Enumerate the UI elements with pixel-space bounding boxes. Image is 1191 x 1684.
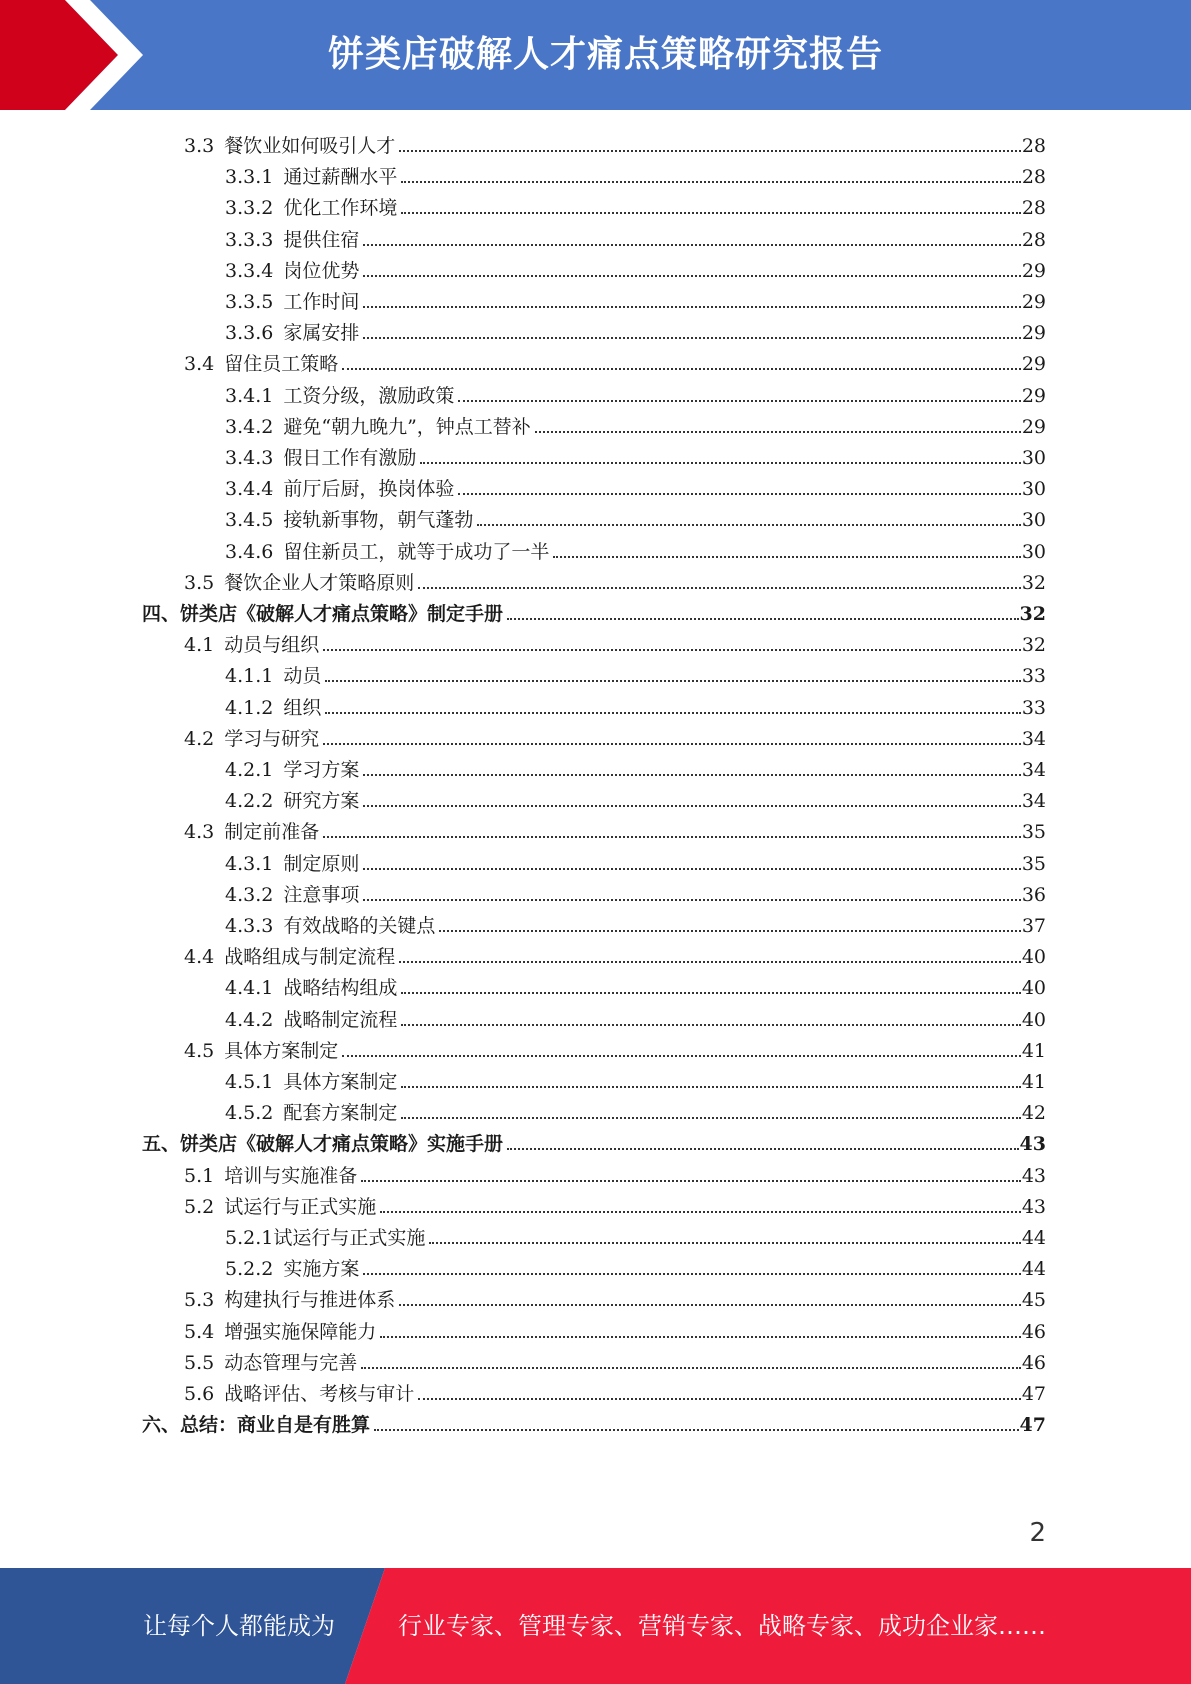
toc-entry-page: 42 [1021,1102,1046,1125]
toc-entry-number: 4.1.1 [225,665,274,688]
toc-entry-text [225,165,397,189]
toc-entry-text [225,321,359,345]
toc-entry-number: 3.4.2 [225,415,274,438]
toc-entry-page: 29 [1021,322,1046,345]
toc-entry-text [184,1195,376,1219]
toc-entry-text [184,633,319,657]
toc-dot-leader [458,400,1020,402]
toc-dot-leader [363,805,1020,807]
toc-entry-number: 4.3.3 [225,915,274,937]
toc-entry-page: 28 [1021,197,1046,220]
toc-entry-page: 40 [1021,1008,1046,1031]
toc-dot-leader [399,961,1021,963]
toc-entry-title: 留住员工策略 [224,353,339,376]
toc-entry-number: 4.2.1 [225,759,274,781]
toc-entry-page: 29 [1021,415,1046,438]
toc-entry-text [142,602,503,626]
toc-entry[interactable] [225,283,1046,314]
toc-entry[interactable] [184,1157,1046,1188]
toc-entry-text [225,1257,359,1281]
toc-entry-title: 留住新员工，就等于成功了一半 [283,540,550,563]
toc-entry[interactable] [225,969,1046,1000]
toc-entry[interactable] [184,1188,1046,1219]
toc-dot-leader [363,774,1020,776]
toc-entry[interactable] [225,408,1046,439]
toc-entry-number: 3.3.3 [225,228,274,251]
toc-entry-number: 4.2 [184,727,215,750]
toc-dot-leader [429,1242,1020,1244]
toc-entry-title: 有效战略的关键点 [283,915,436,937]
toc-entry[interactable] [225,1001,1046,1032]
toc-entry-page: 32 [1021,571,1046,594]
toc-entry-text [142,1413,370,1437]
toc-entry-page: 36 [1021,883,1046,906]
toc-entry-title: 学习与研究 [224,727,320,750]
toc-dot-leader [553,556,1020,558]
toc-entry-text [184,820,319,844]
toc-entry-text [225,1226,425,1250]
toc-entry-text [184,1320,376,1344]
page-header [0,0,1191,110]
toc-entry[interactable] [184,1344,1046,1375]
toc-entry-number: 5.6 [184,1383,215,1405]
toc-entry[interactable] [184,938,1046,969]
toc-entry-page: 28 [1021,135,1046,157]
toc-entry-text [184,352,338,376]
toc-entry-text [225,758,359,782]
toc-dot-leader [323,649,1021,651]
toc-entry-title: 假日工作有激励 [283,447,417,469]
toc-entry[interactable] [225,751,1046,782]
toc-entry-number: 5.2 [184,1195,215,1218]
toc-dot-leader [363,244,1020,246]
toc-dot-leader [374,1429,1019,1431]
toc-dot-leader [363,337,1020,339]
toc-entry-title: 提供住宿 [283,228,360,251]
toc-dot-leader [399,1304,1021,1306]
toc-entry-title: 岗位优势 [283,259,360,282]
toc-entry[interactable] [225,1219,1046,1250]
toc-entry-text [142,1132,503,1156]
toc-entry-title: 学习方案 [283,759,360,781]
toc-entry-text [225,914,435,938]
toc-entry-title: 六、总结：商业自是有胜算 [142,1414,371,1437]
toc-entry-title: 战略制定流程 [283,1008,398,1031]
toc-entry[interactable] [184,626,1046,657]
toc-dot-leader [363,275,1020,277]
toc-entry-page: 41 [1021,1039,1046,1062]
toc-entry[interactable] [225,439,1046,470]
toc-entry-page: 29 [1021,384,1046,407]
toc-entry-number: 5.3 [184,1289,215,1312]
toc-entry-title: 试运行与正式实施 [273,1227,426,1249]
toc-dot-leader [477,524,1020,526]
toc-dot-leader [507,618,1019,620]
toc-entry-page: 46 [1021,1320,1046,1343]
document-title: 饼类店破解人才痛点策略研究报告 [327,34,883,75]
toc-entry-text [225,664,321,688]
toc-entry[interactable] [184,564,1046,595]
toc-entry-number: 3.3 [184,135,215,157]
toc-entry-text [225,290,359,314]
toc-entry-page: 32 [1021,634,1046,657]
toc-dot-leader [439,930,1020,932]
toc-entry-title: 餐饮企业人才策略原则 [224,571,415,594]
toc-entry[interactable] [225,782,1046,813]
toc-entry-text [225,196,397,220]
toc-entry-text [225,446,416,470]
toc-entry-page: 30 [1021,509,1046,532]
toc-entry-text [225,1008,397,1032]
page-number: 2 [1029,1518,1046,1548]
toc-entry-number: 3.3.1 [225,166,274,189]
toc-entry-page: 30 [1021,447,1046,469]
toc-entry-text [225,477,454,501]
toc-dot-leader [401,1086,1020,1088]
toc-dot-leader [325,712,1020,714]
toc-dot-leader [363,1273,1020,1275]
toc-entry-text [184,727,319,751]
toc-entry[interactable] [225,1063,1046,1094]
toc-entry-text [225,508,473,532]
toc-entry-title: 制定前准备 [224,821,320,844]
toc-entry-number: 3.3.4 [225,259,274,282]
toc-entry-page: 30 [1021,540,1046,563]
toc-entry-text [225,976,397,1000]
toc-entry-text [225,540,549,564]
toc-dot-leader [363,868,1020,870]
toc-entry-title: 避免“朝九晚九”，钟点工替补 [283,415,531,438]
toc-entry-number: 4.2.2 [225,790,274,813]
toc-dot-leader [363,306,1020,308]
toc-entry-title: 具体方案制定 [283,1071,398,1093]
toc-entry-page: 47 [1019,1414,1046,1437]
toc-entry-number: 4.4.2 [225,1008,274,1031]
toc-entry-page: 29 [1021,291,1046,313]
toc-entry-page: 29 [1021,353,1046,376]
toc-entry-title: 战略组成与制定流程 [224,946,396,969]
toc-entry-number: 5.2.1 [225,1227,274,1249]
toc-entry-text [225,1101,397,1125]
toc-entry-title: 研究方案 [283,790,360,813]
toc-dot-leader [361,1367,1021,1369]
toc-entry[interactable] [225,533,1046,564]
toc-entry-text [184,1164,357,1188]
footer-slogan-right: 行业专家、管理专家、营销专家、战略专家、成功企业家…… [398,1612,1046,1640]
toc-entry[interactable] [225,907,1046,938]
toc-entry-number: 4.5 [184,1039,215,1062]
toc-dot-leader [401,1117,1020,1119]
toc-entry-title: 制定原则 [283,852,360,875]
toc-entry[interactable] [184,1375,1046,1406]
toc-entry-title: 配套方案制定 [283,1102,398,1125]
toc-entry-number: 3.3.6 [225,322,274,345]
toc-entry-page: 40 [1021,946,1046,969]
toc-entry-number: 3.4.4 [225,478,274,501]
toc-dot-leader [361,1180,1021,1182]
toc-entry-number: 4.1 [184,634,215,657]
toc-entry-text [184,1382,414,1406]
toc-dot-leader [401,1024,1020,1026]
page-footer [0,1568,1191,1684]
toc-entry-page: 43 [1021,1195,1046,1218]
toc-dot-leader [401,181,1020,183]
toc-entry-page: 33 [1021,665,1046,688]
toc-dot-leader [399,150,1021,152]
toc-dot-leader [535,431,1021,433]
toc-entry-title: 战略评估、考核与审计 [224,1383,415,1405]
toc-entry-page: 43 [1019,1133,1046,1156]
toc-entry-page: 34 [1021,790,1046,813]
toc-entry-text [225,883,359,907]
toc-dot-leader [420,462,1020,464]
toc-entry-page: 32 [1019,603,1046,625]
toc-dot-leader [401,212,1020,214]
toc-entry-number: 3.4.1 [225,384,274,407]
toc-entry-number: 5.5 [184,1351,215,1374]
toc-entry-page: 45 [1021,1289,1046,1312]
toc-entry-title: 动员 [283,665,322,688]
toc-entry[interactable] [142,595,1046,626]
toc-entry-text [225,852,359,876]
toc-entry-page: 47 [1021,1383,1046,1405]
toc-entry[interactable] [225,501,1046,532]
toc-dot-leader [323,743,1021,745]
toc-entry-number: 3.4.6 [225,540,274,563]
toc-entry-text [184,134,395,158]
toc-entry-page: 44 [1021,1258,1046,1281]
toc-entry-text [184,945,395,969]
toc-dot-leader [458,493,1020,495]
toc-entry-page: 34 [1021,759,1046,781]
toc-entry-number: 3.3.5 [225,291,274,313]
toc-entry-page: 30 [1021,478,1046,501]
toc-entry-number: 3.3.2 [225,197,274,220]
toc-entry-title: 通过薪酬水平 [283,166,398,189]
toc-entry-title: 动员与组织 [224,634,320,657]
toc-entry-title: 接轨新事物，朝气蓬勃 [283,509,474,532]
toc-entry-number: 3.4 [184,353,215,376]
toc-entry-page: 33 [1021,696,1046,719]
toc-dot-leader [418,587,1021,589]
toc-entry-number: 4.3.1 [225,852,274,875]
toc-entry-number: 5.4 [184,1320,215,1343]
toc-dot-leader [380,1211,1021,1213]
toc-entry[interactable] [225,689,1046,720]
toc-entry-text [184,571,414,595]
toc-dot-leader [342,368,1021,370]
toc-entry-text [184,1351,357,1375]
toc-entry-page: 29 [1021,259,1046,282]
toc-entry-number: 3.4.5 [225,509,274,532]
toc-entry-title: 战略结构组成 [283,977,398,1000]
toc-entry-number: 4.3 [184,821,215,844]
toc-entry-text [184,1288,395,1312]
toc-entry-page: 28 [1021,166,1046,189]
toc-entry-text [225,259,359,283]
toc-entry-text [184,1039,338,1063]
toc-entry-title: 餐饮业如何吸引人才 [224,135,396,157]
toc-entry-page: 35 [1021,821,1046,844]
toc-entry-text [225,789,359,813]
toc-entry-page: 44 [1021,1227,1046,1249]
toc-entry-title: 四、饼类店《破解人才痛点策略》制定手册 [142,603,504,625]
toc-entry[interactable] [225,252,1046,283]
toc-entry[interactable] [225,158,1046,189]
toc-entry-title: 优化工作环境 [283,197,398,220]
toc-entry-title: 培训与实施准备 [224,1164,358,1187]
toc-entry[interactable] [184,127,1046,158]
toc-dot-leader [342,1055,1021,1057]
toc-entry-number: 4.4 [184,946,215,969]
toc-entry[interactable] [184,1313,1046,1344]
toc-entry-number: 4.5.2 [225,1102,274,1125]
toc-entry-title: 前厅后厨，换岗体验 [283,478,455,501]
toc-entry[interactable] [225,314,1046,345]
toc-entry-page: 46 [1021,1351,1046,1374]
toc-dot-leader [507,1148,1019,1150]
toc-entry[interactable] [225,876,1046,907]
toc-entry-number: 5.1 [184,1164,215,1187]
toc-entry-page: 34 [1021,727,1046,750]
toc-entry-number: 5.2.2 [225,1258,274,1281]
toc-entry-text [225,696,321,720]
toc-entry[interactable] [142,1406,1046,1437]
toc-entry-text [225,1070,397,1094]
toc-entry[interactable] [184,345,1046,376]
toc-dot-leader [380,1336,1021,1338]
toc-entry-title: 五、饼类店《破解人才痛点策略》实施手册 [142,1133,504,1156]
toc-dot-leader [323,836,1021,838]
toc-entry-title: 增强实施保障能力 [224,1320,377,1343]
toc-entry-page: 28 [1021,228,1046,251]
toc-entry[interactable] [225,845,1046,876]
toc-entry-title: 组织 [283,696,322,719]
toc-entry-text [225,228,359,252]
toc-dot-leader [325,680,1020,682]
toc-entry[interactable] [184,813,1046,844]
toc-entry-number: 3.5 [184,571,215,594]
toc-entry-title: 工作时间 [283,291,360,313]
footer-slogan-left: 让每个人都能成为 [143,1612,335,1640]
toc-entry-title: 动态管理与完善 [224,1351,358,1374]
toc-entry-page: 37 [1021,915,1046,937]
toc-entry-number: 4.4.1 [225,977,274,1000]
toc-dot-leader [401,992,1020,994]
toc-entry-page: 35 [1021,852,1046,875]
toc-entry[interactable] [225,377,1046,408]
toc-entry-number: 4.3.2 [225,883,274,906]
toc-entry[interactable] [225,470,1046,501]
toc-entry[interactable] [184,720,1046,751]
toc-entry-title: 注意事项 [283,883,360,906]
toc-entry-title: 实施方案 [283,1258,360,1281]
toc-entry-number: 3.4.3 [225,447,274,469]
toc-dot-leader [418,1398,1021,1400]
toc-entry-page: 43 [1021,1164,1046,1187]
toc-entry-page: 40 [1021,977,1046,1000]
toc-entry[interactable] [225,1094,1046,1125]
toc-entry[interactable] [184,1281,1046,1312]
toc-entry-title: 试运行与正式实施 [224,1195,377,1218]
toc-entry-title: 工资分级，激励政策 [283,384,455,407]
toc-entry-page: 41 [1021,1071,1046,1093]
toc-entry[interactable] [225,657,1046,688]
toc-entry-title: 构建执行与推进体系 [224,1289,396,1312]
toc-entry[interactable] [225,189,1046,220]
toc-entry-number: 4.1.2 [225,696,274,719]
toc-dot-leader [363,899,1020,901]
toc-entry[interactable] [184,1032,1046,1063]
toc-entry-text [225,415,531,439]
toc-entry-number: 4.5.1 [225,1071,274,1093]
toc-entry-title: 家属安排 [283,322,360,345]
toc-entry-text [225,384,454,408]
toc-entry[interactable] [225,221,1046,252]
toc-entry-title: 具体方案制定 [224,1039,339,1062]
toc-entry[interactable] [225,1250,1046,1281]
toc-entry[interactable] [142,1125,1046,1156]
